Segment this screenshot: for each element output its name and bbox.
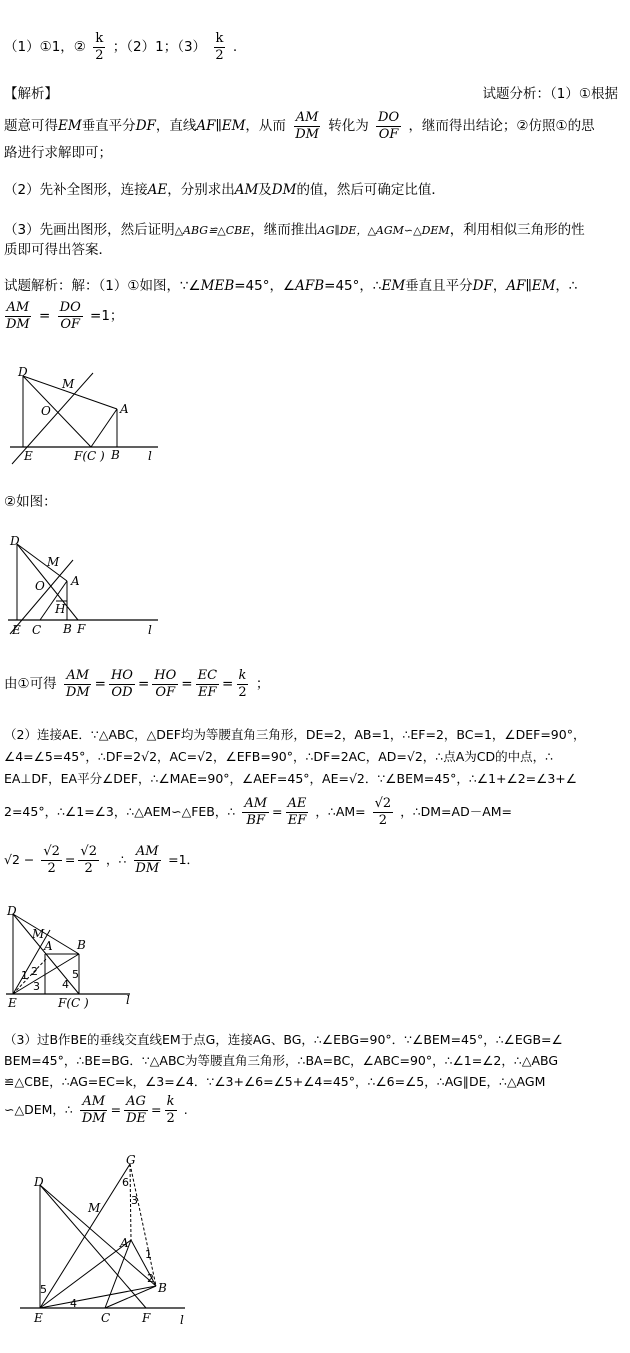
label-O: O [41, 404, 51, 418]
figure-1 [0, 360, 170, 468]
analysis-title: 【解析】 [4, 86, 58, 102]
label-E: E [24, 449, 33, 463]
label-A: A [120, 402, 129, 416]
label-G: G [126, 1153, 136, 1167]
figure-4 [0, 1150, 200, 1340]
label-l: l [180, 1313, 184, 1327]
label-E: E [12, 623, 21, 637]
label-H: H [55, 602, 66, 616]
svg-text:2: 2 [31, 965, 38, 978]
part3-line4: ∽△DEM，∴ $\frac{AM}{DM}$ = $\frac{AG}{DE}$ = $\frac{k}{2}$ . [4, 1094, 188, 1126]
label-O: O [35, 579, 45, 593]
label-FC: F(C ) [74, 449, 105, 463]
answer-line: （1）①1，② $\frac{k}{2}$ ；（2）1；（3） $\frac{k}{2}$ . [4, 30, 238, 63]
svg-text:6: 6 [122, 1176, 129, 1189]
label-E: E [8, 996, 17, 1010]
part2-line1: （2）连接AE．∵△ABC，△DEF均为等腰直角三角形，DE=2，AB=1，∴EF=2，BC=1，∠DEF=90°， [4, 727, 586, 742]
answer-frac-k2: $\frac{k}{2}$ [95, 30, 104, 63]
part2-line2: ∠4=∠5=45°，∴DF=2√2，AC=√2，∠EFB=90°，∴DF=2AC，AD=√2，∴点A为CD的中点，∴ [4, 749, 554, 764]
analysis-line6: 质即可得出答案． [4, 242, 112, 258]
label-D: D [7, 904, 17, 918]
analysis-line2: 题意可得EM垂直平分DF，直线AF∥EM，从而 $\frac{AM}{DM}$ 转化为 $\frac{DO}{OF}$ ，继而得出结论；②仿照①的思 [4, 109, 595, 142]
label-A: A [71, 574, 80, 588]
part2-line5: √2 − $\frac{√2}{2}$ = $\frac{√2}{2}$ ，∴ $\frac{AM}{DM}$ =1． [4, 844, 200, 876]
label-B: B [63, 622, 72, 636]
label-A: A [120, 1236, 129, 1250]
analysis-line5: （3）先画出图形，然后证明△ABG≌△CBE，继而推出AG∥DE，△AGM∽△DEM，利用相似三角形的性 [4, 222, 585, 238]
svg-text:4: 4 [70, 1297, 77, 1310]
solution-eq2: 由①可得 $\frac{AM}{DM}$ = $\frac{HO}{OD}$ = $\frac{HO}{OF}$ = $\frac{EC}{EF}$ = $\frac{k}{2}$ ； [4, 667, 270, 700]
part2-line3: EA⊥DF，EA平分∠DEF，∴∠MAE=90°，∠AEF=45°，AE=√2．∵∠BEM=45°，∴∠1+∠2=∠3+∠ [4, 771, 577, 786]
solution-line1: 试题解析：解：（1）①如图，∵∠MEB=45°，∠AFB=45°，∴EM垂直且平分DF，AF∥EM，∴ [4, 278, 578, 294]
label-l: l [126, 993, 130, 1007]
analysis-header [4, 84, 624, 104]
part3-line2: BEM=45°，∴BE=BG．∵△ABC为等腰直角三角形，∴BA=BC，∠ABC=90°，∴∠1=∠2，∴△ABG [4, 1053, 559, 1068]
svg-text:5: 5 [40, 1283, 47, 1296]
label-C: C [101, 1311, 111, 1325]
svg-text:1: 1 [21, 969, 28, 982]
part2-line4: 2=45°，∴∠1=∠3，∴△AEM∽△FEB，∴ $\frac{AM}{BF}$ = $\frac{AE}{EF}$ ，∴AM= $\frac{√2}{2}$ ，∴DM=AD－AM= [4, 796, 513, 828]
svg-text:3: 3 [33, 980, 40, 993]
label-M: M [47, 555, 60, 569]
label-A: A [44, 939, 53, 953]
solution-eq1: $\frac{AM}{DM}$ = $\frac{DO}{OF}$ =1； [6, 299, 124, 332]
part3-line3: ≌△CBE，∴AG=EC=k，∠3=∠4．∵∠3+∠6=∠5+∠4=45°，∴∠6=∠5，∴AG∥DE，∴△AGM [4, 1074, 546, 1089]
label-l: l [148, 623, 152, 637]
label-B: B [158, 1281, 167, 1295]
label-D: D [10, 534, 20, 548]
label-E: E [34, 1311, 43, 1325]
svg-text:2: 2 [147, 1272, 154, 1285]
figure-2 [0, 530, 165, 640]
answer-part1: （1）①1，② [4, 39, 86, 55]
figure-2-label: ②如图： [4, 494, 57, 510]
label-D: D [18, 365, 28, 379]
svg-text:4: 4 [62, 978, 69, 991]
part3-line1: （3）过B作BE的垂线交直线EM于点G，连接AG、BG，∴∠EBG=90°．∵∠BEM=45°，∴∠EGB=∠ [4, 1032, 563, 1047]
answer-frac-k2b: $\frac{k}{2}$ [215, 30, 224, 63]
label-M: M [88, 1201, 101, 1215]
label-C: C [32, 623, 42, 637]
label-B: B [77, 938, 86, 952]
label-F: F [77, 622, 86, 636]
analysis-line3: 路进行求解即可； [4, 145, 112, 161]
answer-part2: ；（2）1；（3） [112, 39, 207, 55]
figure-3 [0, 900, 150, 1010]
label-l: l [148, 449, 152, 463]
analysis-line4: （2）先补全图形，连接AE，分别求出AM及DM的值，然后可确定比值． [4, 182, 445, 198]
analysis-right: 试题分析：（1）①根据 [482, 86, 618, 102]
svg-text:1: 1 [145, 1248, 152, 1261]
label-D: D [34, 1175, 44, 1189]
label-F: F [142, 1311, 151, 1325]
label-M: M [32, 927, 45, 941]
frac-am-dm: $\frac{AM}{DM}$ [295, 109, 319, 142]
label-B: B [111, 448, 120, 462]
svg-text:5: 5 [72, 968, 79, 981]
svg-text:3: 3 [131, 1194, 138, 1207]
label-FC: F(C ) [58, 996, 89, 1010]
frac-do-of: $\frac{DO}{OF}$ [378, 109, 400, 142]
label-M: M [62, 377, 75, 391]
